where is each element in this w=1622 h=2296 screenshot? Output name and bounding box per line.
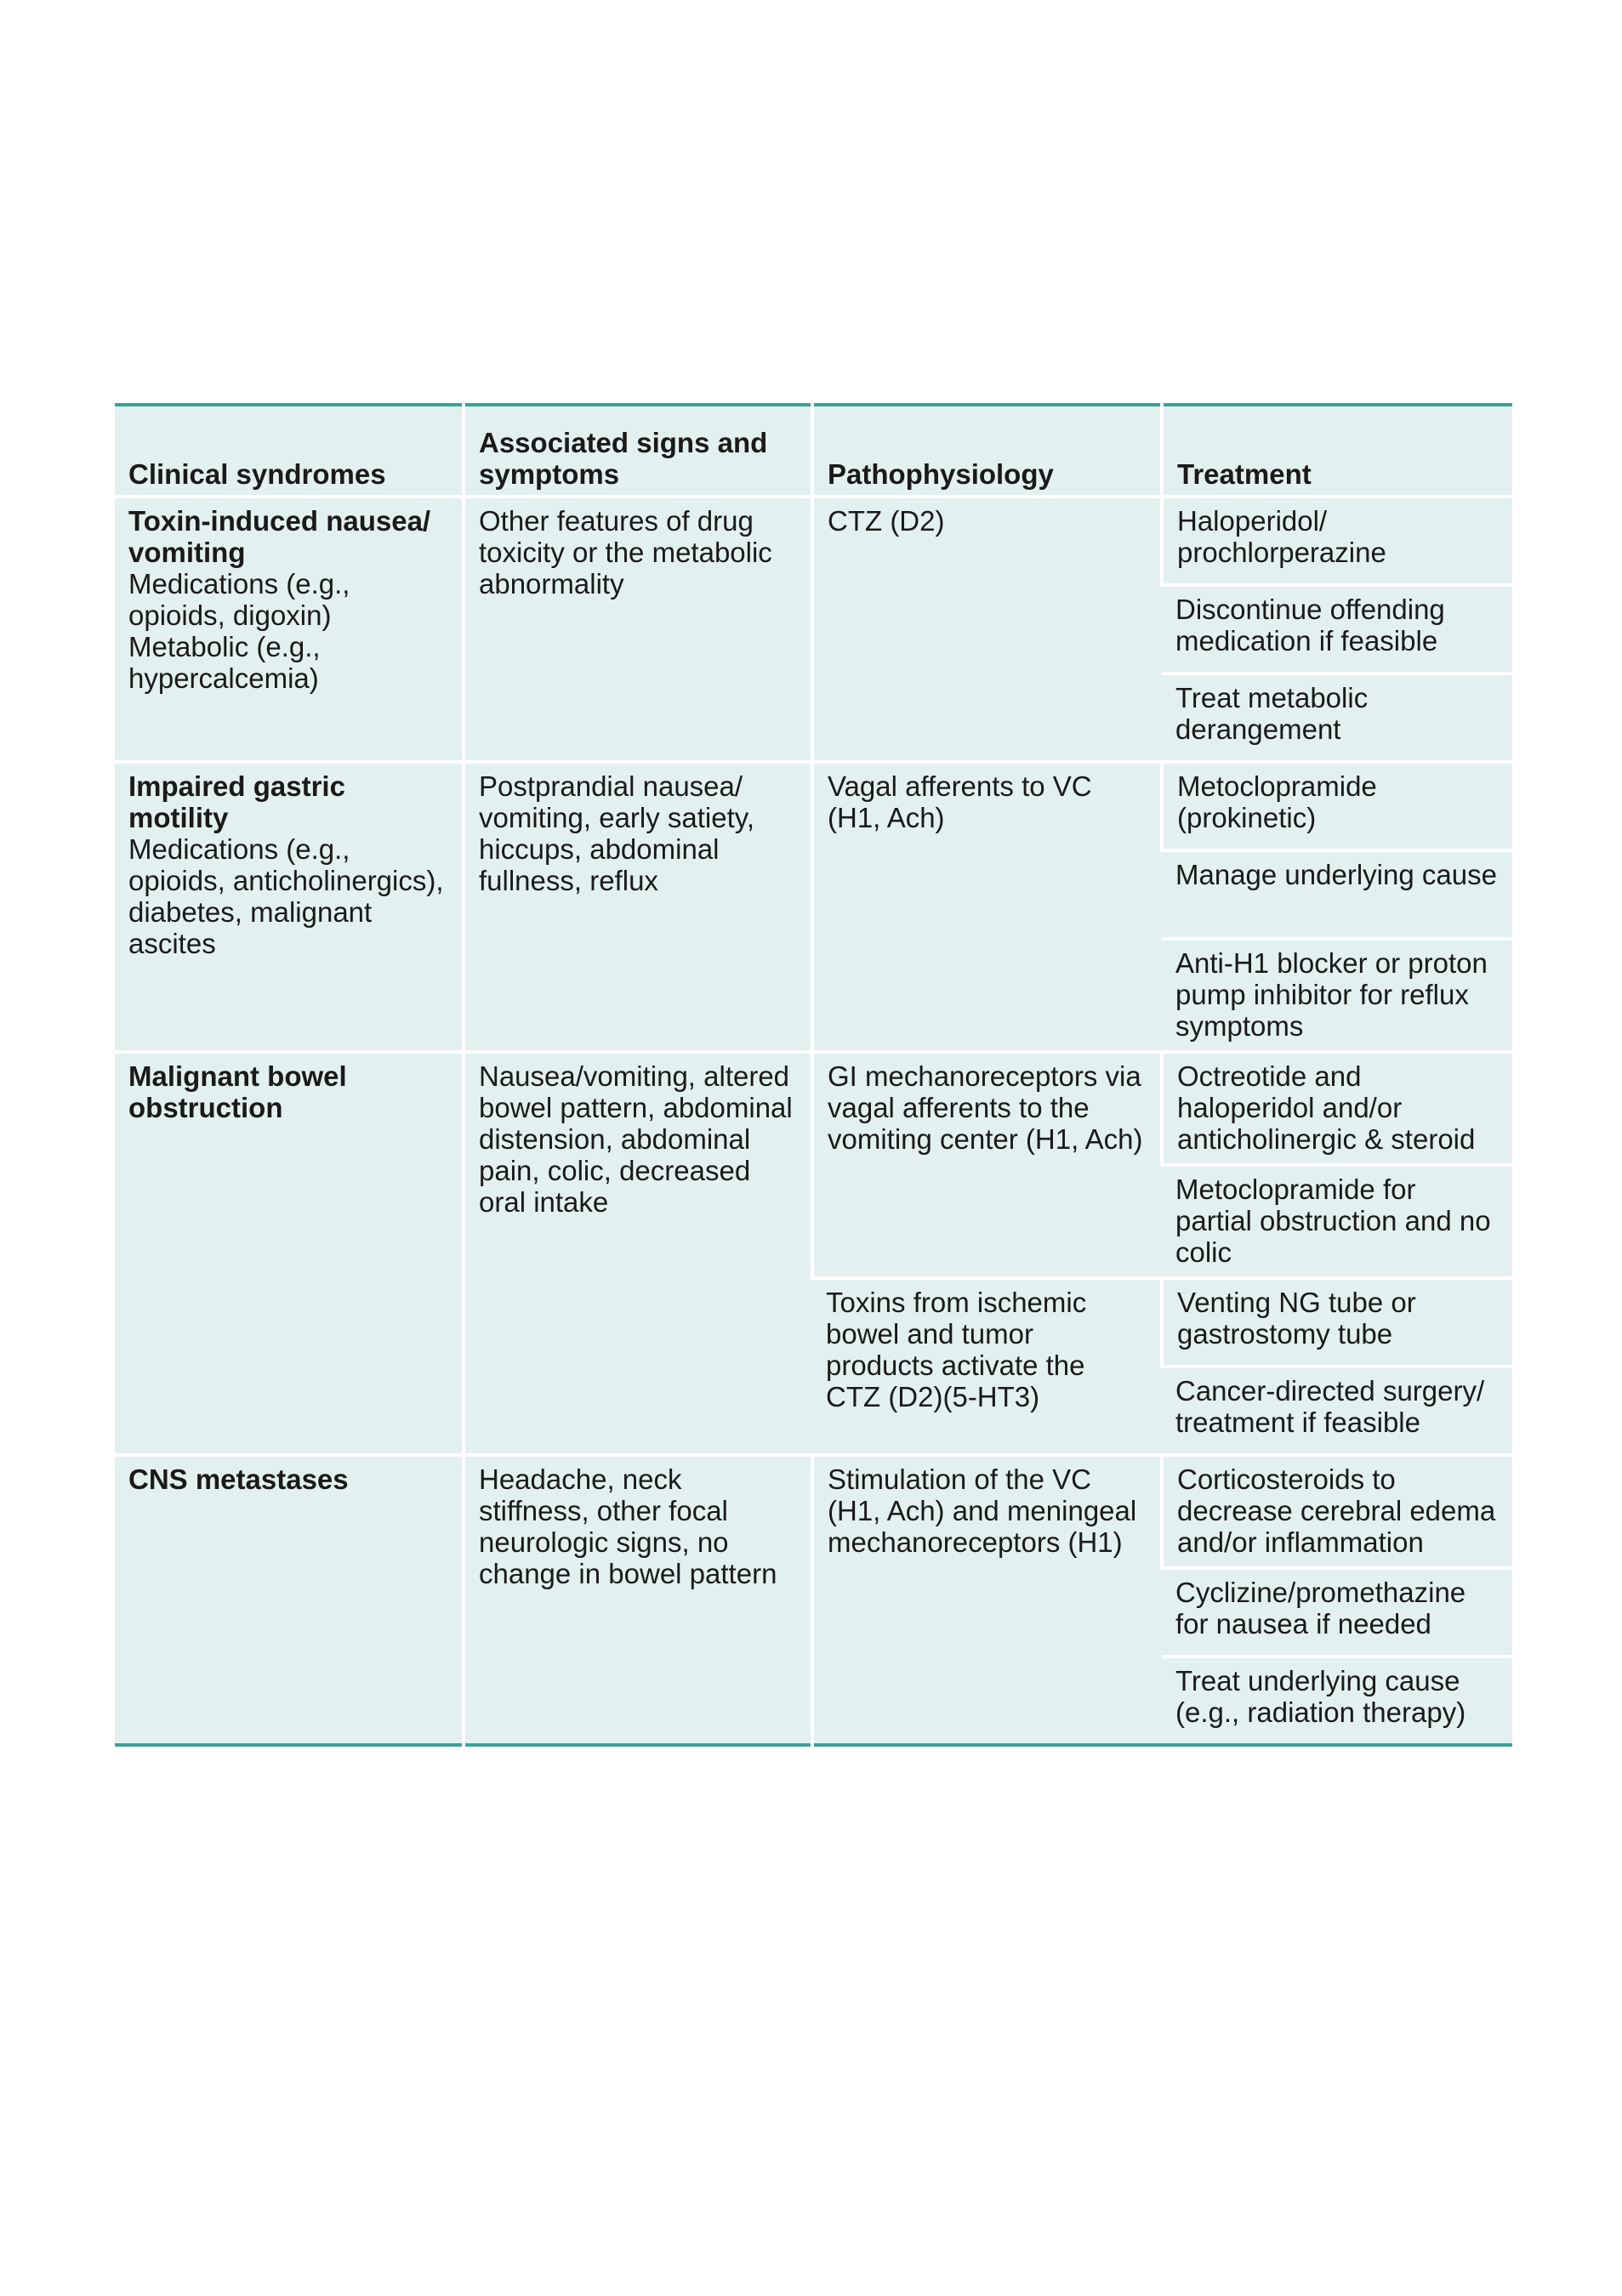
treatment-cell: Cyclizine/promethazine for nausea if needed <box>1162 1568 1512 1657</box>
patho-cell: Vagal afferents to VC (H1, Ach) <box>812 762 1162 1052</box>
signs-cell: Other features of drug toxicity or the metabolic abnormality <box>464 497 812 762</box>
syndrome-title: CNS metastases <box>128 1463 349 1495</box>
treatment-cell: Treat metabolic derangement <box>1162 673 1512 762</box>
patho-cell: CTZ (D2) <box>812 497 1162 762</box>
treatment-cell: Discontinue offending medication if feasible <box>1162 585 1512 673</box>
syndrome-detail: Medications (e.g., opioids, anticholinergics), diabetes, malignant ascites <box>128 833 444 959</box>
table-header-row <box>115 405 1512 497</box>
syndrome-detail: Medications (e.g., opioids, digoxin) Metabolic (e.g., hypercalcemia) <box>128 568 350 694</box>
treatment-cell: Metoclopramide for partial obstruction and no colic <box>1162 1165 1512 1278</box>
syndrome-cell <box>115 1052 464 1455</box>
syndromes-table-container <box>115 403 1512 1747</box>
syndrome-cell <box>115 762 464 1052</box>
treatment-cell: Treat underlying cause (e.g., radiation therapy) <box>1162 1657 1512 1745</box>
treatment-cell: Metoclopramide (prokinetic) <box>1162 762 1512 850</box>
syndrome-title: Toxin-induced nausea/ vomiting <box>128 505 431 568</box>
header-treatment: Treatment <box>1162 405 1512 497</box>
patho-cell: GI mechanoreceptors via vagal afferents to the vomiting center (H1, Ach) <box>812 1052 1162 1278</box>
treatment-cell: Cancer-directed surgery/ treatment if feasible <box>1162 1367 1512 1455</box>
header-associated-signs: Associated signs and symptoms <box>464 405 812 497</box>
table-row <box>115 1052 1512 1165</box>
treatment-cell: Corticosteroids to decrease cerebral edema and/or inflammation <box>1162 1455 1512 1568</box>
patho-cell: Stimulation of the VC (H1, Ach) and meningeal mechanoreceptors (H1) <box>812 1455 1162 1745</box>
signs-cell: Postprandial nausea/ vomiting, early satiety, hiccups, abdominal fullness, reflux <box>464 762 812 1052</box>
syndromes-table <box>115 403 1512 1747</box>
treatment-cell: Haloperidol/ prochlorperazine <box>1162 497 1512 585</box>
table-row <box>115 1455 1512 1568</box>
syndrome-title: Malignant bowel obstruction <box>128 1060 347 1123</box>
treatment-cell: Octreotide and haloperidol and/or anticholinergic & steroid <box>1162 1052 1512 1165</box>
treatment-cell: Manage underlying cause <box>1162 850 1512 939</box>
treatment-cell: Anti-H1 blocker or proton pump inhibitor for reflux symptoms <box>1162 939 1512 1052</box>
treatment-cell: Venting NG tube or gastrostomy tube <box>1162 1278 1512 1367</box>
header-clinical-syndromes: Clinical syndromes <box>128 458 386 490</box>
table-row <box>115 762 1512 850</box>
table-row <box>115 497 1512 585</box>
syndrome-cell <box>115 1455 464 1745</box>
patho-cell: Toxins from ischemic bowel and tumor products activate the CTZ (D2)(5-HT3) <box>812 1278 1162 1455</box>
signs-cell: Nausea/vomiting, altered bowel pattern, abdominal distension, abdominal pain, colic, decreased oral intake <box>464 1052 812 1455</box>
header-pathophysiology: Pathophysiology <box>812 405 1162 497</box>
signs-cell: Headache, neck stiffness, other focal neurologic signs, no change in bowel pattern <box>464 1455 812 1745</box>
syndrome-title: Impaired gastric motility <box>128 770 345 833</box>
syndrome-cell <box>115 497 464 762</box>
